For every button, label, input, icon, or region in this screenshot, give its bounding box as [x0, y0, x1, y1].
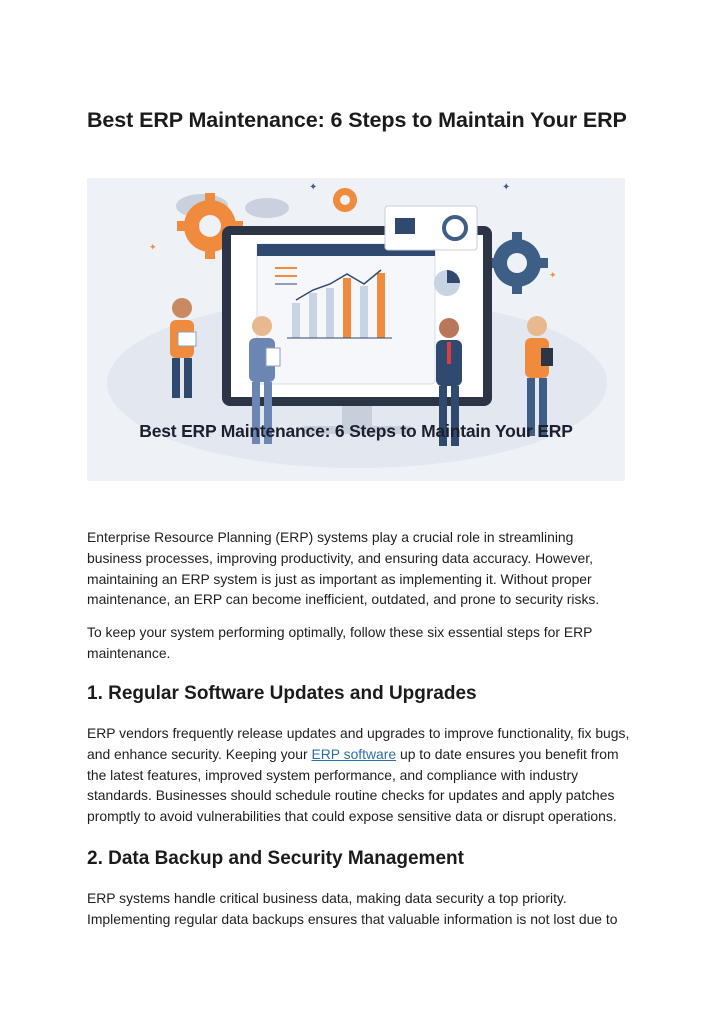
- svg-text:✦: ✦: [309, 182, 318, 193]
- hero-illustration: [87, 178, 625, 481]
- hero-caption: Best ERP Maintenance: 6 Steps to Maintain Your ERP: [139, 421, 573, 441]
- section-1-paragraph: [87, 723, 632, 827]
- section-2-heading: 2. Data Backup and Security Management: [87, 848, 464, 869]
- page-title: Best ERP Maintenance: 6 Steps to Maintain Your ERP: [87, 108, 627, 132]
- erp-software-link[interactable]: ERP software: [311, 745, 397, 762]
- section-1-text-before: ERP vendors frequently release updates and upgrades to improve functionality, fix bugs, and enhance security. Keeping your: [87, 725, 630, 762]
- intro-paragraph-1: Enterprise Resource Planning (ERP) systems play a crucial role in streamlining business processes, improving productivity, and ensuring data accuracy. However, maintaining an ERP system is just as important as implementing it. Without proper maintenance, an ERP can become inefficient, outdated, and prone to security risks.: [87, 529, 600, 608]
- section-1-heading: 1. Regular Software Updates and Upgrades: [87, 683, 477, 704]
- section-2-paragraph: ERP systems handle critical business data, making data security a top priority. Implementing regular data backups ensures that valuable information is not lost due to: [87, 890, 618, 927]
- svg-text:✦: ✦: [149, 243, 157, 253]
- small-gear-icon: [333, 188, 357, 212]
- blue-gear-icon: [486, 232, 548, 294]
- intro-paragraph-2: To keep your system performing optimally, follow these six essential steps for ERP maintenance.: [87, 624, 593, 661]
- section-1-text-after: up to date ensures you benefit from the latest features, improved system performance, and compliance with industry standards. Businesses should schedule routine checks for updates and apply patches promptly to avoid vulnerabilities that could expose sensitive data or disrupt operations.: [87, 745, 619, 825]
- svg-text:✦: ✦: [502, 182, 511, 193]
- svg-text:✦: ✦: [549, 271, 557, 281]
